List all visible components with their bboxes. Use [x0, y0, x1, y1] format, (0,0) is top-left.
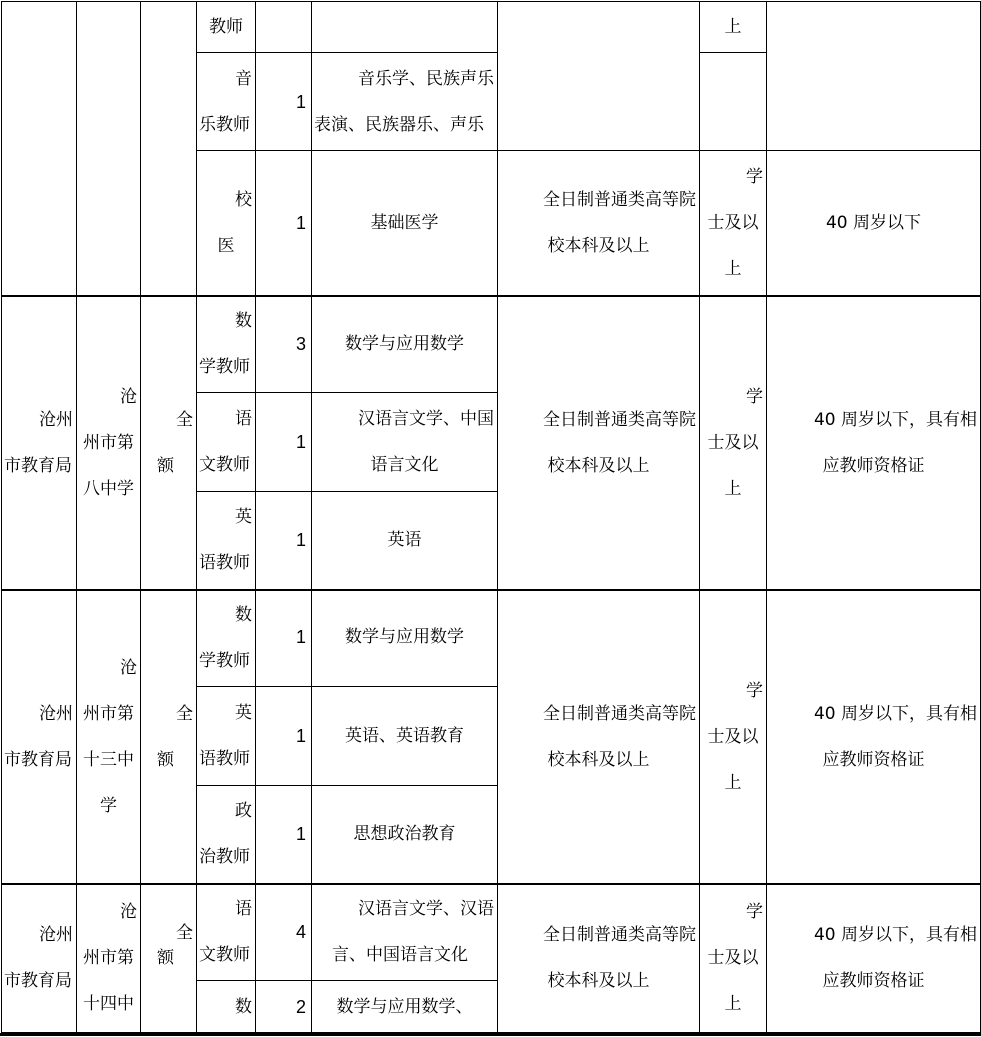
other-cell: 40 周岁以下	[767, 151, 981, 296]
post-cell: 英 语教师	[197, 492, 256, 590]
other-cell: 40 周岁以下，具有相 应教师资格证	[767, 884, 981, 1033]
post-cell: 政 治教师	[197, 786, 256, 884]
major-cell: 汉语言文学、汉语 言、中国语言文化	[312, 884, 498, 981]
post-cell: 音 乐教师	[197, 53, 256, 151]
unit-cell: 沧 州市第 八中学	[77, 296, 141, 590]
unit-cell	[77, 2, 141, 296]
major-cell: 音乐学、民族声乐 表演、民族器乐、声乐	[312, 53, 498, 151]
other-cell: 40 周岁以下，具有相 应教师资格证	[767, 296, 981, 590]
count-cell: 1	[256, 53, 312, 151]
type-cell: 全 额	[141, 590, 197, 884]
unit-cell: 沧 州市第 十三中 学	[77, 590, 141, 884]
post-cell: 数 学教师	[197, 590, 256, 687]
degree-cell: 学 士及以 上	[700, 590, 767, 884]
degree-cell: 学 士及以 上	[700, 151, 767, 296]
count-cell: 1	[256, 590, 312, 687]
other-cell: 40 周岁以下，具有相 应教师资格证	[767, 590, 981, 884]
count-cell: 4	[256, 884, 312, 981]
dept-cell: 沧州 市教育局	[2, 590, 77, 884]
degree-cell	[700, 53, 767, 151]
bottom-rule	[0, 1033, 981, 1036]
education-cell: 全日制普通类高等院 校本科及以上	[498, 884, 700, 1033]
post-cell: 语 文教师	[197, 393, 256, 492]
education-cell	[498, 2, 700, 151]
type-cell: 全 额	[141, 884, 197, 1033]
dept-cell	[2, 2, 77, 296]
unit-cell: 沧 州市第 十四中	[77, 884, 141, 1033]
post-cell: 语 文教师	[197, 884, 256, 981]
post-cell: 英 语教师	[197, 687, 256, 786]
dept-cell: 沧州 市教育局	[2, 296, 77, 590]
count-cell: 1	[256, 492, 312, 590]
major-cell: 汉语言文学、中国 语言文化	[312, 393, 498, 492]
major-cell: 数学与应用数学	[312, 590, 498, 687]
degree-cell: 学 士及以 上	[700, 296, 767, 590]
count-cell: 1	[256, 393, 312, 492]
major-cell: 英语	[312, 492, 498, 590]
education-cell: 全日制普通类高等院 校本科及以上	[498, 590, 700, 884]
type-cell: 全 额	[141, 296, 197, 590]
major-cell: 英语、英语教育	[312, 687, 498, 786]
other-cell	[767, 2, 981, 151]
count-cell: 2	[256, 981, 312, 1033]
post-cell: 校 医	[197, 151, 256, 296]
post-cell: 教师	[197, 2, 256, 53]
major-cell: 思想政治教育	[312, 786, 498, 884]
degree-cell: 学 士及以 上	[700, 884, 767, 1033]
count-cell: 1	[256, 151, 312, 296]
education-cell: 全日制普通类高等院 校本科及以上	[498, 151, 700, 296]
major-cell: 数学与应用数学	[312, 296, 498, 393]
dept-cell: 沧州 市教育局	[2, 884, 77, 1033]
degree-cell: 上	[700, 2, 767, 53]
major-cell	[312, 2, 498, 53]
count-cell: 1	[256, 786, 312, 884]
recruitment-table	[1, 1, 981, 1033]
count-cell	[256, 2, 312, 53]
post-cell: 数	[197, 981, 256, 1033]
post-cell: 数 学教师	[197, 296, 256, 393]
type-cell	[141, 2, 197, 296]
major-cell: 数学与应用数学、	[312, 981, 498, 1033]
major-cell: 基础医学	[312, 151, 498, 296]
education-cell: 全日制普通类高等院 校本科及以上	[498, 296, 700, 590]
count-cell: 3	[256, 296, 312, 393]
count-cell: 1	[256, 687, 312, 786]
